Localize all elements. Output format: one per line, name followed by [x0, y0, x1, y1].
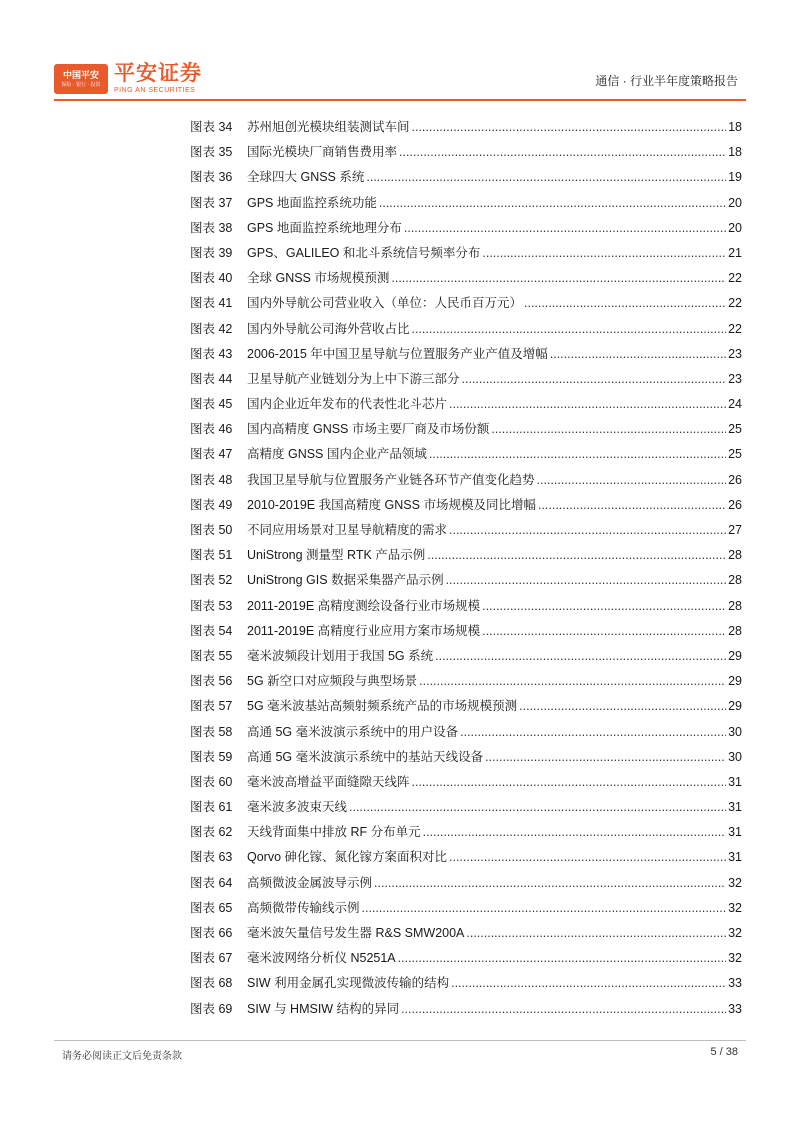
toc-figure-number: 图表 35	[190, 145, 233, 160]
toc-row[interactable]	[190, 923, 742, 948]
toc-page-number: 18	[728, 120, 742, 134]
toc-dot-leader	[482, 246, 726, 260]
toc-figure-title: Qorvo 砷化镓、氮化镓方案面积对比	[247, 850, 448, 865]
toc-figure-title: GPS、GALILEO 和北斗系统信号频率分布	[247, 245, 481, 260]
toc-page-number: 20	[728, 220, 742, 235]
toc-figure-title: 2011-2019E 高精度测绘设备行业市场规模	[247, 598, 481, 613]
toc-page-number: 31	[728, 800, 742, 815]
toc-row[interactable]	[190, 369, 742, 394]
toc-page-number: 32	[728, 875, 742, 890]
toc-figure-title: 毫米波频段计划用于我国 5G 系统	[247, 648, 434, 663]
logo-text: 中国平安	[62, 69, 99, 80]
toc-page-number: 24	[728, 397, 742, 412]
toc-page-number: 30	[728, 724, 742, 739]
toc-row[interactable]	[190, 722, 742, 747]
toc-figure-title: 毫米波高增益平面缝隙天线阵	[247, 774, 410, 789]
toc-page-number: 31	[728, 774, 742, 789]
logo-subtext: 保险 · 银行 · 投资	[61, 81, 101, 88]
toc-figure-title: 国内高精度 GNSS 市场主要厂商及市场份额	[247, 422, 490, 437]
toc-figure-number: 图表 45	[190, 397, 233, 412]
toc-figure-title: 不同应用场景对卫星导航精度的需求	[247, 523, 448, 537]
toc-dot-leader	[412, 120, 727, 134]
toc-figure-title: 国内外导航公司海外营收占比	[247, 321, 410, 336]
toc-figure-title: UniStrong GIS 数据采集器产品示例	[247, 573, 444, 588]
toc-page-number: 18	[728, 145, 742, 160]
toc-row[interactable]	[190, 973, 742, 998]
toc-row[interactable]	[190, 319, 742, 344]
toc-row[interactable]	[190, 772, 742, 797]
toc-page-number: 26	[728, 472, 742, 487]
toc-row[interactable]	[190, 444, 742, 469]
toc-page-number: 32	[728, 926, 742, 940]
toc-row[interactable]	[190, 696, 742, 721]
toc-dot-leader	[427, 548, 726, 562]
toc-page-number: 33	[728, 976, 742, 991]
toc-figure-number: 图表 40	[190, 271, 233, 286]
toc-figure-number: 图表 56	[190, 674, 233, 689]
toc-row[interactable]	[190, 344, 742, 369]
toc-row[interactable]	[190, 747, 742, 772]
toc-figure-title: 2011-2019E 高精度行业应用方案市场规模	[247, 623, 481, 638]
toc-row[interactable]	[190, 898, 742, 923]
toc-dot-leader	[519, 699, 726, 713]
toc-dot-leader	[449, 397, 726, 411]
toc-dot-leader	[419, 674, 726, 688]
toc-figure-number: 图表 55	[190, 648, 233, 663]
toc-dot-leader	[366, 170, 726, 184]
toc-figure-number: 图表 38	[190, 220, 233, 235]
toc-page-number: 30	[728, 749, 742, 764]
toc-dot-leader	[362, 901, 727, 915]
toc-figure-number: 图表 49	[190, 497, 233, 512]
toc-figure-number: 图表 60	[190, 774, 233, 789]
toc-page-number: 31	[728, 825, 742, 840]
brand-name-en: PING AN SECURITIES	[114, 87, 196, 94]
toc-page-number: 31	[728, 850, 742, 865]
report-title: 通信 · 行业半年度策略报告	[595, 74, 738, 88]
toc-dot-leader	[379, 196, 726, 210]
toc-page-number: 21	[728, 245, 742, 260]
toc-figure-title: 国内企业近年发布的代表性北斗芯片	[247, 397, 448, 412]
toc-row[interactable]	[190, 218, 742, 243]
page-header	[0, 0, 800, 100]
toc-figure-number: 图表 41	[190, 296, 233, 311]
toc-figure-title: 全球四大 GNSS 系统	[247, 170, 365, 185]
toc-figure-number: 图表 37	[190, 195, 233, 210]
toc-row[interactable]	[190, 847, 742, 872]
toc-page-number: 19	[728, 170, 742, 185]
toc-figure-title: GPS 地面监控系统功能	[247, 195, 377, 210]
toc-figure-number: 图表 65	[190, 900, 233, 915]
toc-figure-title: 卫星导航产业链划分为上中下游三部分	[247, 371, 460, 386]
toc-figure-title: 5G 新空口对应频段与典型场景	[247, 674, 418, 689]
toc-row[interactable]	[190, 999, 742, 1024]
toc-figure-number: 图表 44	[190, 371, 233, 386]
toc-dot-leader	[482, 599, 726, 613]
toc-row[interactable]	[190, 243, 742, 268]
toc-figure-title: 高通 5G 毫米波演示系统中的用户设备	[247, 724, 459, 739]
toc-dot-leader	[412, 322, 727, 336]
toc-figure-number: 图表 69	[190, 1001, 233, 1016]
toc-row[interactable]	[190, 293, 742, 318]
toc-figure-number: 图表 54	[190, 623, 233, 638]
toc-figure-number: 图表 59	[190, 749, 233, 764]
toc-figure-number: 图表 64	[190, 875, 233, 890]
toc-dot-leader	[404, 221, 726, 235]
page-number: 5 / 38	[710, 1046, 738, 1058]
toc-row[interactable]	[190, 167, 742, 192]
toc-figure-number: 图表 68	[190, 976, 233, 991]
toc-row[interactable]	[190, 822, 742, 847]
toc-figure-number: 图表 51	[190, 548, 233, 563]
toc-figure-title: 高频微带传输线示例	[247, 900, 360, 915]
toc-page-number: 22	[728, 271, 742, 286]
footer-disclaimer: 请务必阅读正文后免责条款	[62, 1051, 182, 1062]
ping-an-logo	[54, 64, 108, 94]
brand-name-cn: 平安证券	[114, 62, 202, 85]
toc-row[interactable]	[190, 873, 742, 898]
toc-figure-number: 图表 63	[190, 850, 233, 865]
toc-figure-title: 国际光模块厂商销售费用率	[247, 145, 398, 160]
toc-figure-title: SIW 与 HMSIW 结构的异同	[247, 1001, 400, 1016]
toc-figure-title: 我国卫星导航与位置服务产业链各环节产值变化趋势	[247, 472, 535, 487]
toc-page-number: 29	[728, 648, 742, 663]
toc-figure-number: 图表 42	[190, 321, 233, 336]
toc-dot-leader	[401, 1002, 726, 1016]
toc-figure-title: 毫米波矢量信号发生器 R&S SMW200A	[247, 926, 465, 940]
toc-figure-title: 天线背面集中排放 RF 分布单元	[247, 825, 421, 840]
toc-figure-number: 图表 47	[190, 447, 233, 462]
toc-figure-number: 图表 67	[190, 951, 233, 966]
toc-figure-title: 全球 GNSS 市场规模预测	[247, 271, 390, 286]
toc-figure-title: 毫米波网络分析仪 N5251A	[247, 951, 396, 966]
toc-figure-number: 图表 43	[190, 346, 233, 361]
toc-page-number: 28	[728, 573, 742, 588]
toc-figure-title: SIW 利用金属孔实现微波传输的结构	[247, 976, 450, 991]
toc-figure-number: 图表 62	[190, 825, 233, 840]
toc-dot-leader	[423, 825, 726, 839]
toc-row[interactable]	[190, 646, 742, 671]
toc-figure-number: 图表 52	[190, 573, 233, 588]
header-divider	[54, 99, 746, 101]
toc-dot-leader	[462, 372, 727, 386]
toc-page-number: 23	[728, 346, 742, 361]
toc-dot-leader	[398, 951, 726, 965]
toc-dot-leader	[485, 750, 726, 764]
toc-figure-title: UniStrong 测量型 RTK 产品示例	[247, 548, 426, 563]
toc-figure-number: 图表 57	[190, 699, 233, 714]
toc-figure-title: 高频微波金属波导示例	[247, 875, 373, 890]
toc-page-number: 33	[728, 1001, 742, 1016]
toc-dot-leader	[460, 725, 726, 739]
toc-row[interactable]	[190, 193, 742, 218]
toc-dot-leader	[349, 800, 726, 814]
toc-page-number: 32	[728, 951, 742, 966]
toc-page-number: 28	[728, 598, 742, 613]
toc-dot-leader	[537, 473, 727, 487]
toc-row[interactable]	[190, 268, 742, 293]
toc-figure-number: 图表 58	[190, 724, 233, 739]
toc-row[interactable]	[190, 419, 742, 444]
toc-dot-leader	[538, 498, 726, 512]
toc-dot-leader	[466, 926, 726, 940]
toc-page-number: 28	[728, 623, 742, 638]
toc-row[interactable]	[190, 117, 742, 142]
toc-row[interactable]	[190, 520, 742, 545]
toc-page-number: 26	[728, 497, 742, 512]
toc-dot-leader	[451, 976, 726, 990]
toc-dot-leader	[435, 649, 726, 663]
toc-row[interactable]	[190, 621, 742, 646]
toc-row[interactable]	[190, 470, 742, 495]
toc-dot-leader	[391, 271, 726, 285]
toc-dot-leader	[449, 850, 726, 864]
toc-row[interactable]	[190, 671, 742, 696]
toc-dot-leader	[449, 523, 726, 537]
toc-figure-title: 国内外导航公司营业收入（单位：人民币百万元）	[247, 296, 523, 311]
toc-row[interactable]	[190, 545, 742, 570]
toc-figure-number: 图表 61	[190, 800, 233, 815]
footer-divider	[54, 1040, 746, 1041]
toc-figure-number: 图表 39	[190, 245, 233, 260]
toc-figure-title: 高通 5G 毫米波演示系统中的基站天线设备	[247, 749, 484, 764]
toc-figure-title: 毫米波多波束天线	[247, 800, 348, 815]
toc-figure-title: 高精度 GNSS 国内企业产品领域	[247, 447, 427, 462]
toc-dot-leader	[399, 145, 726, 159]
toc-page-number: 28	[728, 548, 742, 563]
toc-figure-number: 图表 34	[190, 120, 233, 134]
toc-figure-number: 图表 48	[190, 472, 233, 487]
toc-dot-leader	[412, 775, 727, 789]
toc-dot-leader	[550, 347, 726, 361]
toc-page-number: 29	[728, 699, 742, 714]
toc-figure-title: GPS 地面监控系统地理分布	[247, 220, 402, 235]
toc-row[interactable]	[190, 570, 742, 595]
toc-row[interactable]	[190, 142, 742, 167]
toc-page-number: 25	[728, 447, 742, 462]
toc-figure-number: 图表 53	[190, 598, 233, 613]
toc-dot-leader	[374, 876, 726, 890]
toc-figure-number: 图表 46	[190, 422, 233, 437]
toc-page-number: 23	[728, 371, 742, 386]
toc-dot-leader	[446, 573, 727, 587]
toc-figure-number: 图表 36	[190, 170, 233, 185]
toc-page-number: 20	[728, 195, 742, 210]
toc-dot-leader	[482, 624, 726, 638]
brand-name	[114, 62, 202, 95]
toc-figure-number: 图表 66	[190, 926, 233, 940]
toc-row[interactable]	[190, 797, 742, 822]
toc-page-number: 22	[728, 296, 742, 311]
toc-page-number: 22	[728, 321, 742, 336]
toc-row[interactable]	[190, 948, 742, 973]
figure-list	[190, 117, 742, 1024]
toc-figure-title: 5G 毫米波基站高频射频系统产品的市场规模预测	[247, 699, 518, 714]
toc-dot-leader	[524, 296, 726, 310]
toc-figure-number: 图表 50	[190, 523, 233, 537]
toc-page-number: 32	[728, 900, 742, 915]
toc-page-number: 29	[728, 674, 742, 689]
toc-row[interactable]	[190, 495, 742, 520]
toc-figure-title: 2010-2019E 我国高精度 GNSS 市场规模及同比增幅	[247, 497, 536, 512]
toc-dot-leader	[491, 422, 726, 436]
toc-row[interactable]	[190, 394, 742, 419]
toc-page-number: 27	[728, 523, 742, 537]
toc-page-number: 25	[728, 422, 742, 437]
toc-dot-leader	[429, 447, 726, 461]
toc-figure-title: 苏州旭创光模块组装测试车间	[247, 120, 410, 134]
toc-row[interactable]	[190, 596, 742, 621]
toc-figure-title: 2006-2015 年中国卫星导航与位置服务产业产值及增幅	[247, 346, 548, 361]
